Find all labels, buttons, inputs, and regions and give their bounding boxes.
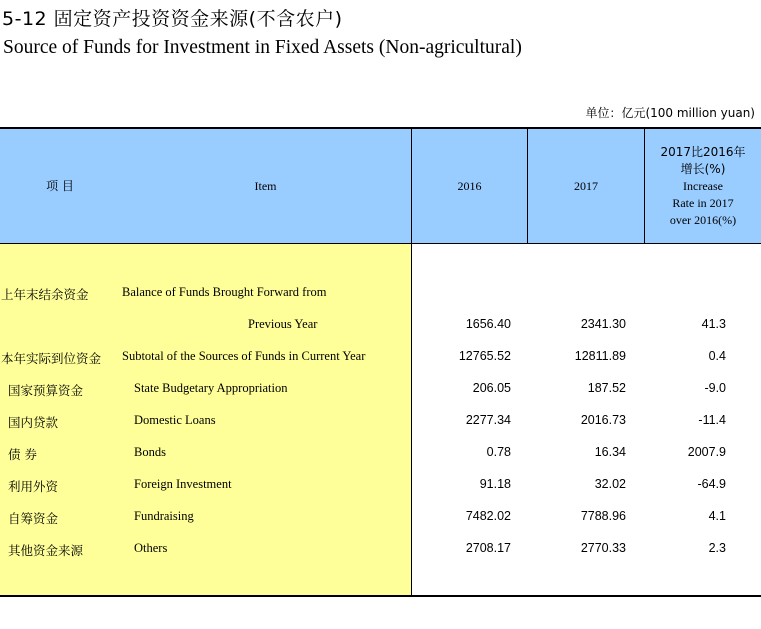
cell-2017: 7788.96 [580,509,626,523]
cell-2016: 91.18 [479,477,511,491]
rate-header-line: Increase [683,178,723,193]
cell-2017: 2770.33 [580,541,626,555]
row-label-en: Bonds [134,445,166,459]
cell-2016: 2708.17 [465,541,511,555]
cell-rate: 0.4 [708,349,726,363]
row-label-en: Fundraising [134,509,194,523]
cell-rate: -9.0 [704,381,726,395]
cell-rate: -11.4 [698,413,726,427]
cell-2016: 2277.34 [465,413,511,427]
cell-rate: 2007.9 [687,445,726,459]
cell-2016: 1656.40 [465,317,511,331]
table-title-english: Source of Funds for Investment in Fixed Assets (Non-agricultural) [3,37,522,58]
cell-2017: 32.02 [594,477,626,491]
unit-note: 单位：亿元(100 million yuan) [585,106,755,120]
bottom-rule [0,595,761,597]
row-label-cn: 债 券 [8,447,37,462]
row-label-cn: 其他资金来源 [8,543,84,558]
row-label-cn: 国内贷款 [8,415,59,430]
cell-rate: -64.9 [697,477,726,491]
cell-2017: 2016.73 [580,413,626,427]
cell-2017: 16.34 [594,445,626,459]
cell-rate: 2.3 [708,541,726,555]
column-header-2016: 2016 [457,178,482,193]
cell-2016: 7482.02 [465,509,511,523]
row-label-cn: 上年末结余资金 [1,287,89,302]
row-label-cn: 国家预算资金 [8,383,84,398]
rate-header-line: 2017比2016年 [660,144,746,159]
row-label-en: Subtotal of the Sources of Funds in Current Year [122,349,366,363]
row-label-en: Balance of Funds Brought Forward from [122,285,327,299]
cell-2017: 12811.89 [574,349,626,363]
cell-2016: 12765.52 [458,349,511,363]
column-header-2017: 2017 [574,178,598,193]
column-header-item-cn: 项 目 [46,178,74,193]
column-header-item-en: Item [254,178,277,193]
header-rule [0,243,761,244]
funds-table [0,127,761,597]
cell-2017: 187.52 [587,381,626,395]
cell-2016: 0.78 [486,445,511,459]
cell-rate: 41.3 [701,317,726,331]
rate-header-line: over 2016(%) [669,212,737,227]
row-label-en: State Budgetary Appropriation [134,381,288,395]
row-label-cn: 利用外资 [8,479,59,494]
row-label-en: Foreign Investment [134,477,232,491]
cell-2017: 2341.30 [580,317,626,331]
table-title-chinese: 5-12 固定资产投资资金来源(不含农户) [2,8,343,30]
row-label-en: Domestic Loans [134,413,216,427]
cell-2016: 206.05 [472,381,511,395]
row-label-en: Others [134,541,168,555]
row-label-en-cont: Previous Year [248,317,318,331]
rate-header-line: Rate in 2017 [672,195,734,210]
cell-rate: 4.1 [708,509,726,523]
rate-header-line: 增长(%) [680,161,726,176]
row-label-cn: 自筹资金 [8,511,59,526]
column-header-growth-rate [645,129,761,243]
row-label-cn: 本年实际到位资金 [1,351,102,366]
